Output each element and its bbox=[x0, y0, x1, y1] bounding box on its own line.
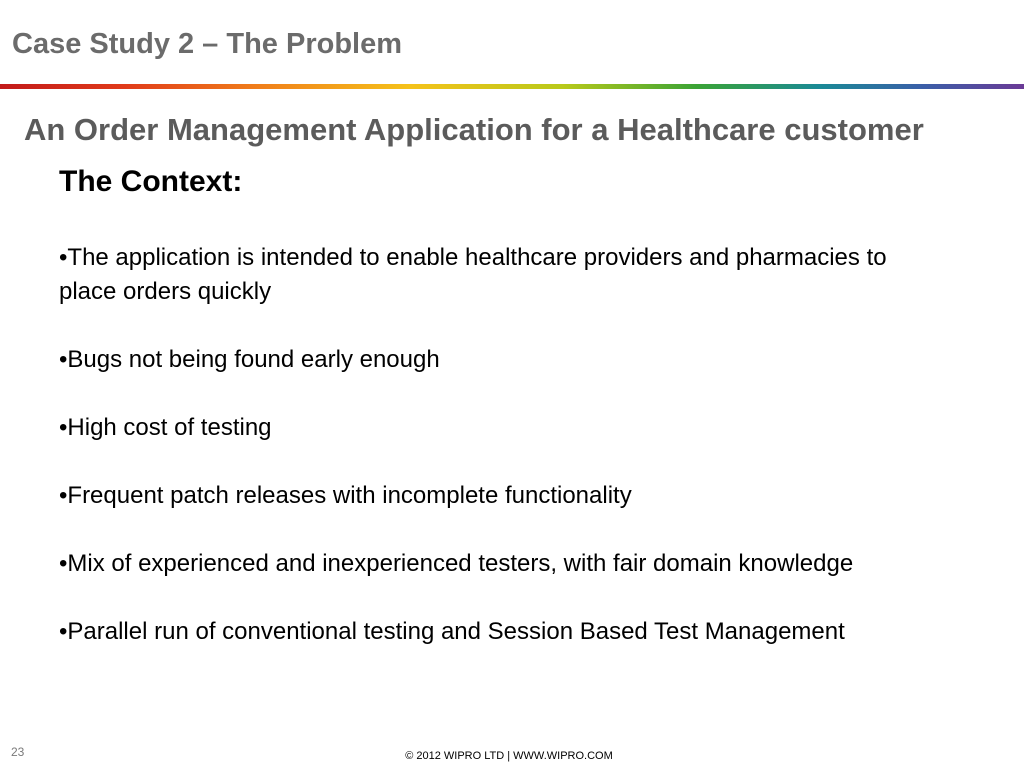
slide-title: Case Study 2 – The Problem bbox=[12, 28, 403, 60]
copyright-text: © 2012 WIPRO LTD | WWW.WIPRO.COM bbox=[405, 750, 613, 762]
content-body bbox=[59, 162, 899, 649]
title-divider bbox=[0, 84, 1024, 89]
page-number: 23 bbox=[11, 745, 25, 759]
bullet-item: •Mix of experienced and inexperienced testers, with fair domain knowledge bbox=[59, 550, 854, 577]
bullet-list bbox=[59, 241, 899, 649]
bullet-item: •High cost of testing bbox=[59, 414, 272, 441]
bullet-item: •Parallel run of conventional testing and Session Based Test Management bbox=[59, 618, 845, 645]
slide-subtitle: An Order Management Application for a Healthcare customer bbox=[24, 112, 924, 147]
footer-copyright bbox=[0, 750, 1024, 762]
bullet-item: •The application is intended to enable healthcare providers and pharmacies to place orders quickly bbox=[59, 244, 887, 305]
bullet-item: •Frequent patch releases with incomplete functionality bbox=[59, 482, 632, 509]
bullet-item: •Bugs not being found early enough bbox=[59, 346, 440, 373]
context-heading: The Context: bbox=[59, 165, 243, 198]
